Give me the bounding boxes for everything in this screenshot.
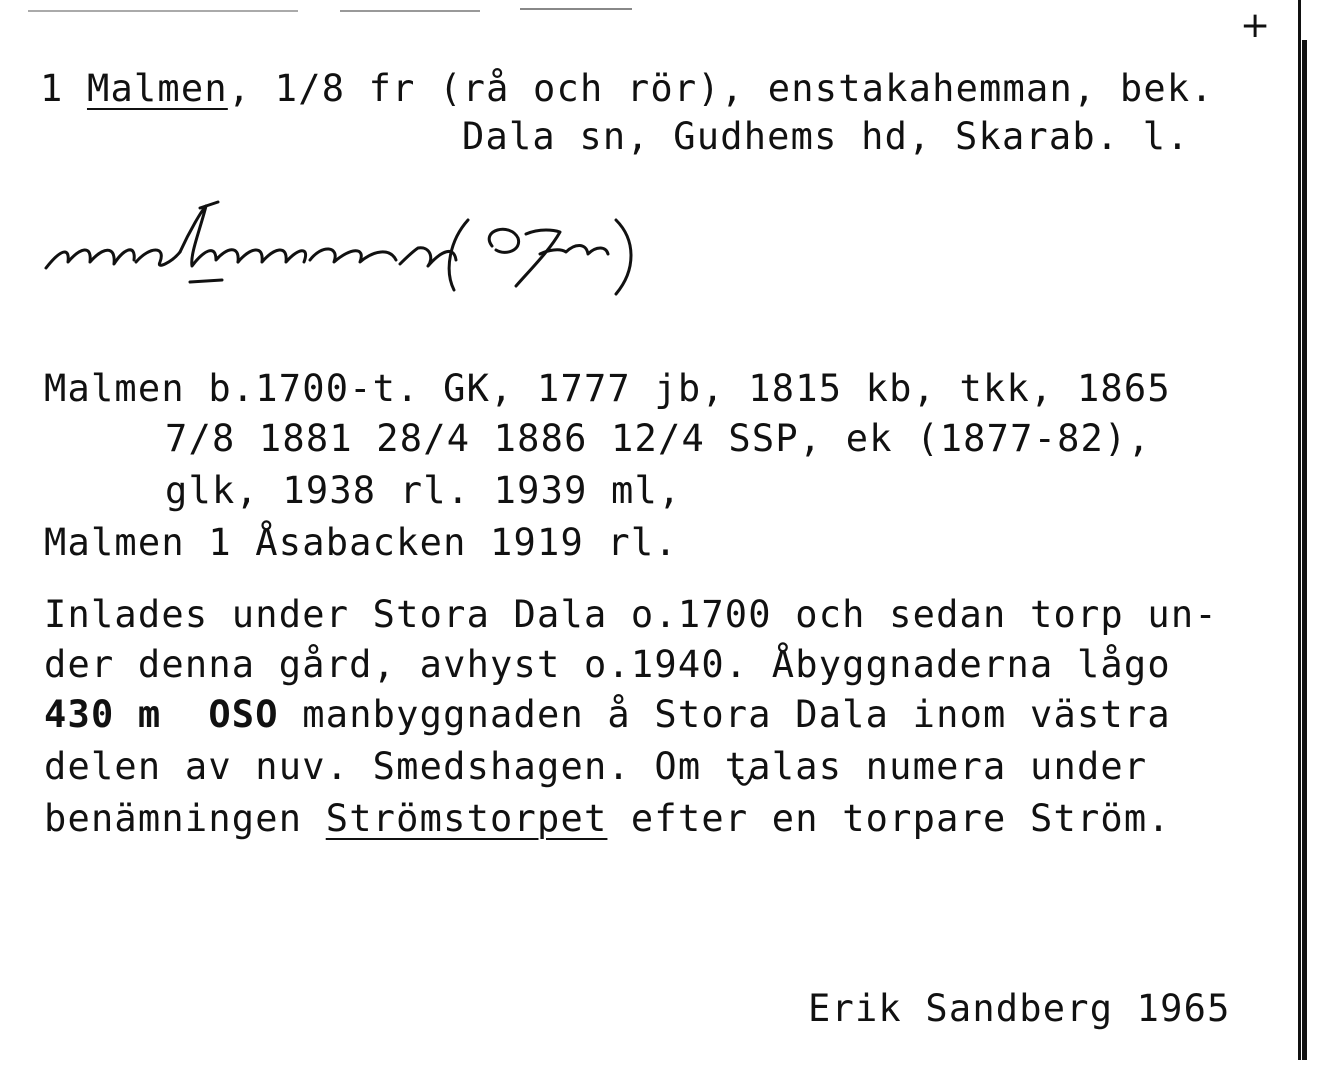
insertion-mark: [732, 768, 756, 792]
signature: Erik Sandberg 1965: [808, 987, 1231, 1030]
description-line-4: delen av nuv. Smedshagen. Om talas numera under: [44, 745, 1148, 788]
description-line-5: [44, 797, 1171, 840]
description-line-5-post: efter en torpare Ström.: [607, 797, 1171, 840]
scan-edge-line: [28, 10, 298, 12]
description-line-2: der denna gård, avhyst o.1940. Åbyggnaderna lågo: [44, 643, 1171, 686]
history-line-2: 7/8 1881 28/4 1886 12/4 SSP, ek (1877-82),: [165, 417, 1151, 460]
description-line-3-rest: manbyggnaden å Stora Dala inom västra: [278, 693, 1171, 736]
header-line-2: Dala sn, Gudhems hd, Skarab. l.: [462, 115, 1190, 158]
history-line-3: glk, 1938 rl. 1939 ml,: [165, 469, 682, 512]
description-line-3: [44, 693, 1171, 736]
description-line-1: Inlades under Stora Dala o.1700 och sedan torp un-: [44, 593, 1218, 636]
header-line-1: [40, 67, 1214, 110]
distance-direction: 430 m OSO: [44, 693, 279, 736]
description-line-5-pre: benämningen: [44, 797, 326, 840]
place-name: Malmen: [86, 67, 228, 110]
scan-edge-line: [520, 8, 632, 10]
alternate-name: Strömstorpet: [325, 797, 608, 840]
place-description: , 1/8 fr (rå och rör), enstakahemman, bek.: [227, 67, 1214, 110]
card-right-edge: [1296, 0, 1310, 1075]
history-line-4: Malmen 1 Åsabacken 1919 rl.: [44, 521, 678, 564]
entry-number: 1: [40, 67, 64, 110]
handwritten-pronunciation: [40, 190, 660, 310]
scan-edge-line: [340, 10, 480, 12]
plus-mark: +: [1240, 5, 1271, 46]
history-line-1: Malmen b.1700-t. GK, 1777 jb, 1815 kb, tkk, 1865: [44, 367, 1171, 410]
